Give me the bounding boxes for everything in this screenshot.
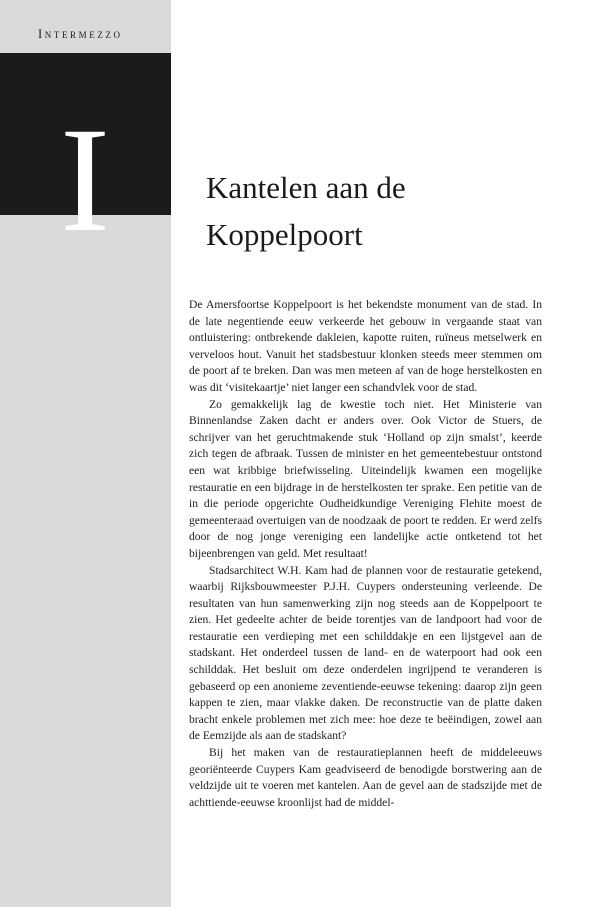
paragraph-2: Zo gemakkelijk lag de kwestie toch niet. Het Ministerie van Binnenlandse Zaken dacht er anders over. Ook Victor de Stuers, de schrijver van het geruchtmakende stuk ‘Holland op zijn smalst’, keerde zich tegen de afbraak. Tussen de minister en het gemeentebestuur ontstond een wat kribbige briefwisseling. Uiteindelijk kwamen een mogelijke restauratie en een bijdrage in de herstelkosten ter sprake. Een petitie van de in die periode opgerichte Oudheidkundige Vereniging Flehite moest de gemeenteraad overtuigen van de noodzaak de poort te redden. Er werd zelfs door de nog jonge vereniging een landelijke actie ontketend tot het bijeenbrengen van geld. Met resultaat! [189, 397, 542, 560]
initial-letter: I [60, 97, 110, 263]
paragraph-3: Stadsarchitect W.H. Kam had de plannen voor de restauratie getekend, waarbij Rijksbouwmeester P.J.H. Cuypers ondersteuning verleende. De resultaten van hun samenwerking zijn nog steeds aan de Koppelpoort te zien. Het gedeelte achter de beide torentjes van de landpoort had voor de restauratie een verdieping met een schilddakje en een lijstgevel aan de stadskant. Het onderdeel tussen de land- en de waterpoort had ook een schilddak. Het besluit om deze onderdelen ingrijpend te veranderen is gebaseerd op een anonieme zeventiende-eeuwse tekening: daarop zijn geen kappen te zien, maar vlakke daken. De reconstructie van de platte daken bracht enkele problemen met zich mee: hoe deze te beëindigen, zowel aan de Eemzijde als aan de stadskant? [189, 563, 542, 743]
paragraph-1: De Amersfoortse Koppelpoort is het bekendste monument van de stad. In de late negentiende eeuw verkeerde het gebouw in vergaande staat van ontluistering: ontbrekende dakleien, kapotte ruiten, ruïneus metselwerk en verveloos hout. Vanuit het stadsbestuur klonken steeds meer stemmen om de poort af te breken. Dan was men meteen af van de hoge herstelkosten en was dit ‘visitekaartje’ niet langer een schandvlek voor de stad. [189, 298, 542, 394]
chapter-title-line-1: Kantelen aan de [206, 170, 406, 205]
body-text [189, 297, 542, 811]
paragraph-4: Bij het maken van de restauratieplannen heeft de middeleeuws georiënteerde Cuypers Kam geadviseerd de benodigde borstwering aan de veldzijde uit te voeren met kantelen. Aan de gevel aan de stadszijde met de achttiende-eeuwse kroonlijst had de middel- [189, 746, 542, 809]
section-label: Intermezzo [38, 27, 123, 41]
initial-block [0, 53, 171, 263]
chapter-title [206, 164, 536, 258]
chapter-title-line-2: Koppelpoort [206, 217, 363, 252]
